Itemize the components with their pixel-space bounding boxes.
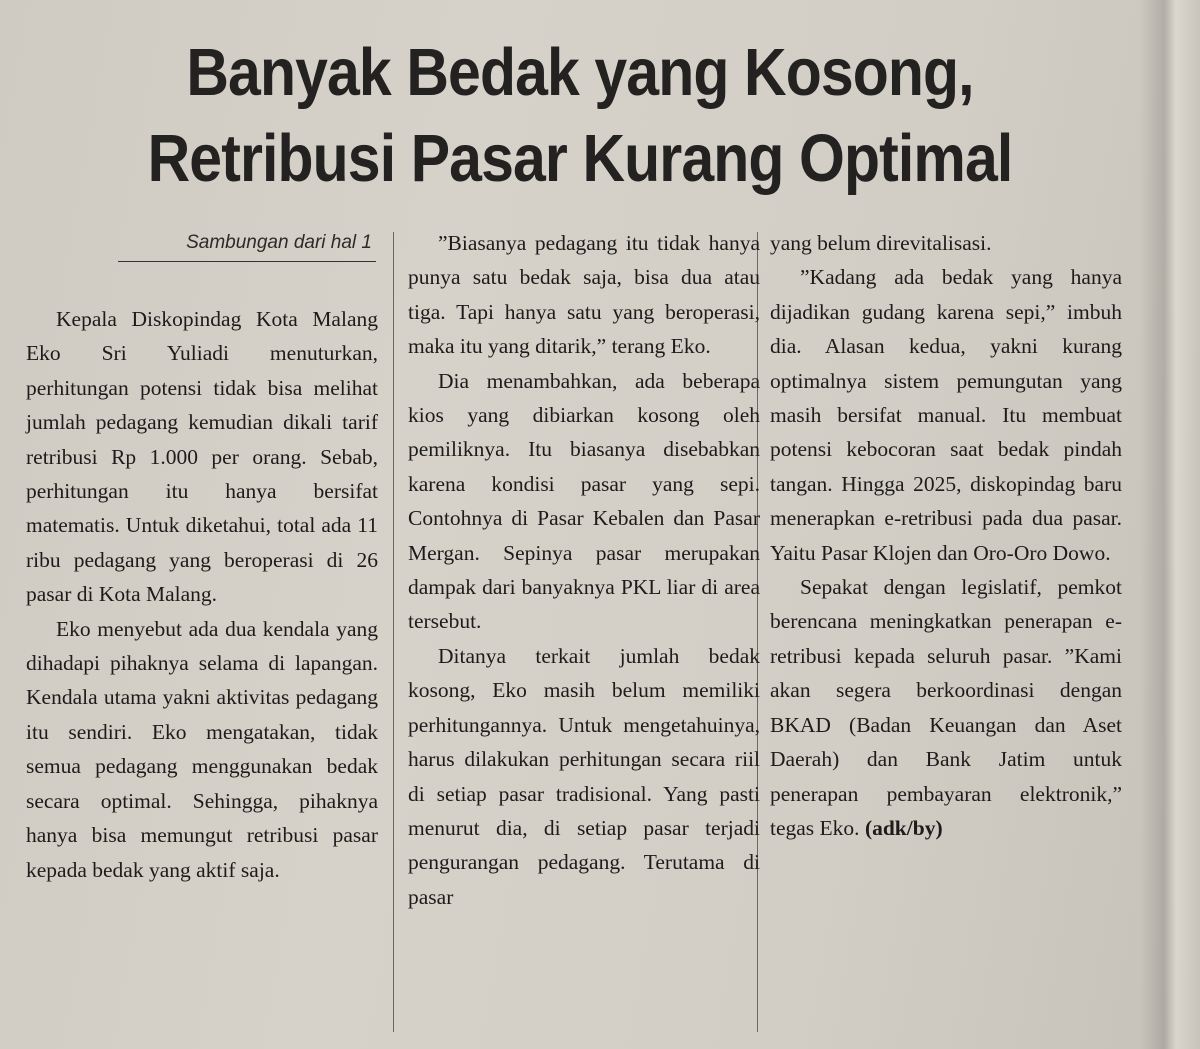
article-column-3: [770, 226, 1122, 845]
article-column-1: [26, 226, 378, 887]
headline-line-2: Retribusi Pasar Kurang Optimal: [147, 121, 1013, 196]
continued-from-label: Sambungan dari hal 1: [186, 232, 372, 253]
headline-line-1: Banyak Bedak yang Kosong,: [186, 35, 974, 110]
paragraph: ”Kadang ada bedak yang hanya dijadikan gudang karena sepi,” imbuh dia. Alasan kedua, yakni kurang optimalnya sistem pemungutan yang masih bersifat manual. Itu membuat potensi kebocoran saat bedak pindah tangan. Hingga 2025, diskopindag baru menerapkan e-retribusi pada dua pasar. Yaitu Pasar Klojen dan Oro-Oro Dowo.: [770, 265, 1122, 565]
page-fold-shadow: [1140, 0, 1200, 1049]
headline: [105, 30, 1055, 202]
paragraph: yang belum direvitalisasi.: [770, 231, 992, 255]
author-signature: (adk/by): [864, 815, 943, 840]
paragraph: ”Biasanya pedagang itu tidak hanya punya satu bedak saja, bisa dua atau tiga. Tapi hanya satu yang beroperasi, maka itu yang ditarik,” terang Eko.: [408, 231, 760, 359]
paragraph: Sepakat dengan legislatif, pemkot berencana meningkatkan penerapan e-retribusi kepada seluruh pasar. ”Kami akan segera berkoordinasi dengan BKAD (Badan Keuangan dan Aset Daerah) dan Bank Jatim untuk penerapan pembayaran elektronik,” tegas Eko. (adk/by): [770, 575, 1122, 840]
paragraph: Eko menyebut ada dua kendala yang dihadapi pihaknya selama di lapangan. Kendala utama yakni aktivitas pedagang itu sendiri. Eko mengatakan, tidak semua pedagang menggunakan bedak secara optimal. Sehingga, pihaknya hanya bisa memungut retribusi pasar kepada bedak yang aktif saja.: [26, 616, 378, 882]
paragraph: Kepala Diskopindag Kota Malang Eko Sri Yuliadi menuturkan, perhitungan potensi tidak bisa melihat jumlah pedagang kemudian dikali tarif retribusi Rp 1.000 per orang. Sebab, perhitungan itu hanya bersifat matematis. Untuk diketahui, total ada 11 ribu pedagang yang beroperasi di 26 pasar di Kota Malang.: [26, 307, 378, 607]
paragraph: Dia menambahkan, ada beberapa kios yang dibiarkan kosong oleh pemiliknya. Itu biasanya disebabkan karena kondisi pasar yang sepi. Contohnya di Pasar Kebalen dan Pasar Mergan. Sepinya pasar merupakan dampak dari banyaknya PKL liar di area tersebut.: [408, 368, 760, 634]
paragraph: Ditanya terkait jumlah bedak kosong, Eko masih belum memiliki perhitungannya. Untuk mengetahuinya, harus dilakukan perhitungan secara riil di setiap pasar tradisional. Yang pasti menurut dia, di setiap pasar terjadi pengurangan pedagang. Terutama di pasar: [408, 643, 760, 909]
article-column-2: [408, 226, 760, 914]
column-divider: [393, 232, 394, 1032]
